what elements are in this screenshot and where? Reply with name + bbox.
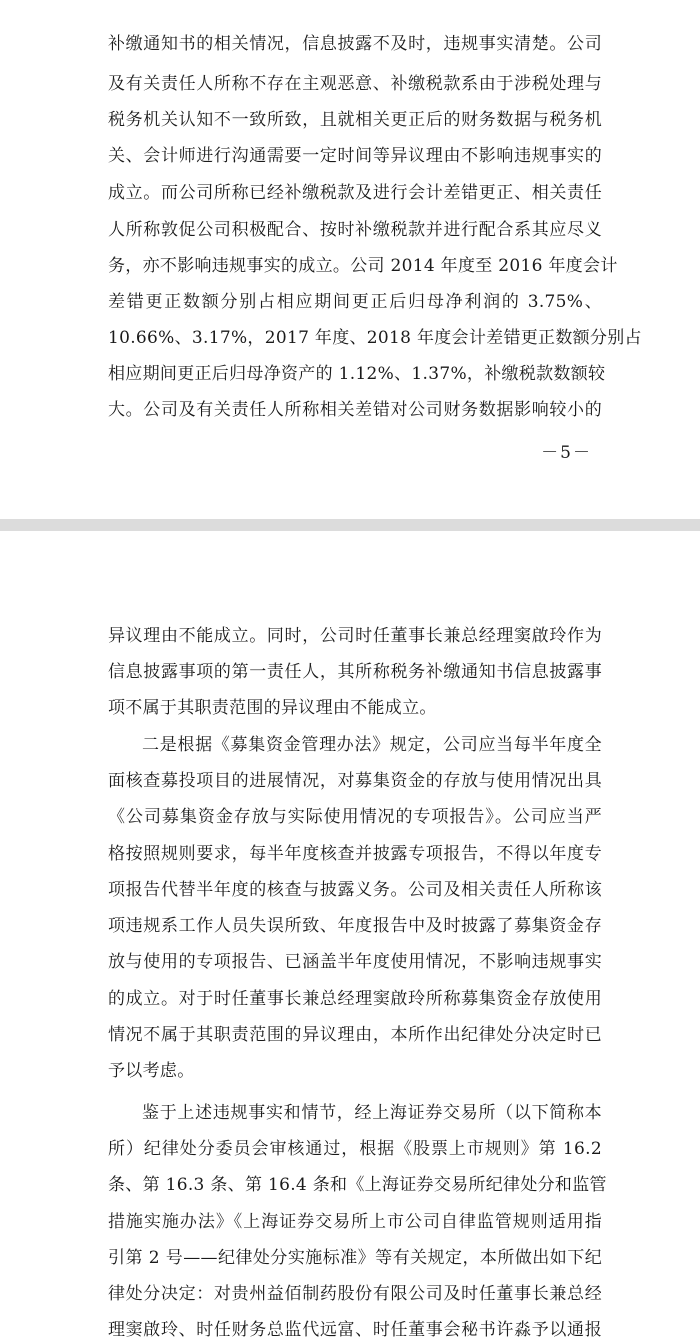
text-line: 面核查募投项目的进展情况，对募集资金的存放与使用情况出具 bbox=[108, 771, 602, 791]
document-page-5 bbox=[0, 0, 700, 519]
text-line: 及有关责任人所称不存在主观恶意、补缴税款系由于涉税处理与 bbox=[108, 74, 602, 94]
text-line: 的成立。对于时任董事长兼总经理窦啟玲所称募集资金存放使用 bbox=[108, 989, 602, 1009]
text-line: 放与使用的专项报告、已涵盖半年度使用情况，不影响违规事实 bbox=[108, 952, 602, 972]
document-page-6 bbox=[0, 531, 700, 1341]
text-line: 条、第 16.3 条、第 16.4 条和《上海证券交易所纪律处分和监管 bbox=[108, 1175, 607, 1195]
text-line: 差错更正数额分别占相应期间更正后归母净利润的 3.75%、 bbox=[108, 292, 602, 312]
text-line: 相应期间更正后归母净资产的 1.12%、1.37%，补缴税款数额较 bbox=[108, 364, 606, 384]
text-line: 《公司募集资金存放与实际使用情况的专项报告》。公司应当严 bbox=[108, 807, 602, 827]
text-line: 项报告代替半年度的核查与披露义务。公司及相关责任人所称该 bbox=[108, 880, 602, 900]
text-line: 异议理由不能成立。同时，公司时任董事长兼总经理窦啟玲作为 bbox=[108, 626, 602, 646]
text-line: 大。公司及有关责任人所称相关差错对公司财务数据影响较小的 bbox=[108, 400, 602, 420]
text-line: 所）纪律处分委员会审核通过，根据《股票上市规则》第 16.2 bbox=[108, 1139, 602, 1159]
text-line: 税务机关认知不一致所致，且就相关更正后的财务数据与税务机 bbox=[108, 110, 602, 130]
text-line: 鉴于上述违规事实和情节，经上海证券交易所（以下简称本 bbox=[142, 1103, 602, 1123]
text-line: 关、会计师进行沟通需要一定时间等异议理由不影响违规事实的 bbox=[108, 146, 602, 166]
text-line: 补缴通知书的相关情况，信息披露不及时，违规事实清楚。公司 bbox=[108, 34, 602, 54]
page-number: －5－ bbox=[541, 443, 592, 463]
text-line: 10.66%、3.17%，2017 年度、2018 年度会计差错更正数额分别占 bbox=[108, 328, 642, 348]
text-line: 成立。而公司所称已经补缴税款及进行会计差错更正、相关责任 bbox=[108, 183, 602, 203]
text-line: 律处分决定：对贵州益佰制药股份有限公司及时任董事长兼总经 bbox=[108, 1284, 602, 1304]
text-line: 措施实施办法》《上海证券交易所上市公司自律监管规则适用指 bbox=[108, 1212, 602, 1232]
text-line: 情况不属于其职责范围的异议理由，本所作出纪律处分决定时已 bbox=[108, 1025, 602, 1045]
text-line: 予以考虑。 bbox=[108, 1061, 195, 1081]
text-line: 务，亦不影响违规事实的成立。公司 2014 年度至 2016 年度会计 bbox=[108, 256, 618, 276]
text-line: 二是根据《募集资金管理办法》规定，公司应当每半年度全 bbox=[142, 735, 602, 755]
text-line: 项违规系工作人员失误所致、年度报告中及时披露了募集资金存 bbox=[108, 916, 602, 936]
text-line: 理窦啟玲、时任财务总监代远富、时任董事会秘书许淼予以通报 bbox=[108, 1320, 602, 1340]
text-line: 引第 2 号——纪律处分实施标准》等有关规定，本所做出如下纪 bbox=[108, 1248, 602, 1268]
text-line: 信息披露事项的第一责任人，其所称税务补缴通知书信息披露事 bbox=[108, 662, 602, 682]
text-line: 人所称敦促公司积极配合、按时补缴税款并进行配合系其应尽义 bbox=[108, 220, 602, 240]
text-line: 项不属于其职责范围的异议理由不能成立。 bbox=[108, 698, 437, 718]
text-line: 格按照规则要求，每半年度核查并披露专项报告，不得以年度专 bbox=[108, 844, 602, 864]
